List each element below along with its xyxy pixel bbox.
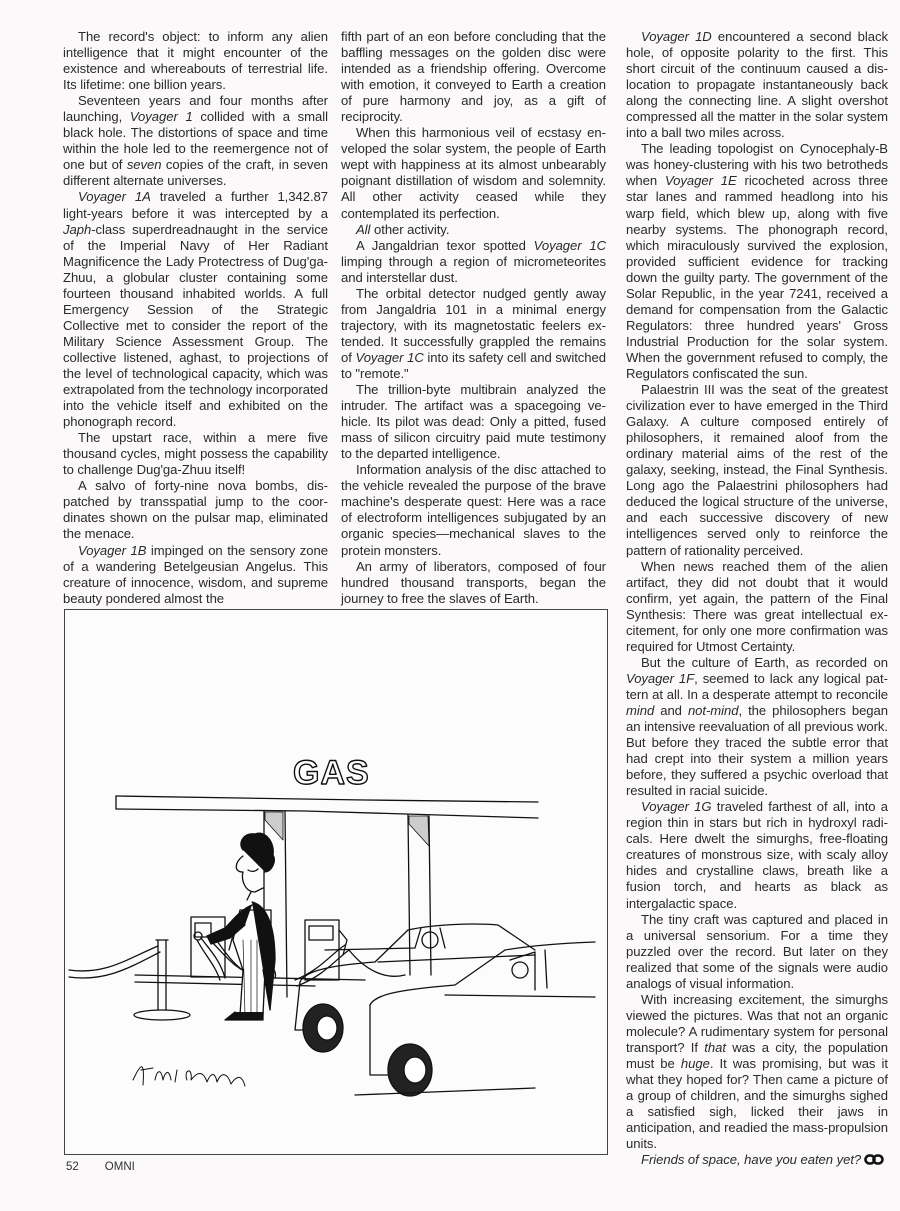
italic-run: mind [626,702,655,718]
text-run: impinged on the sensory zone of a wandering Betelgeusian Angelus. This creature of innocence, wisdom, and supreme beauty pondered almost the [63,542,328,606]
text-run: ricocheted across three star lanes and rammed headlong into his warp field, which blew up, along with five nearby systems. The phonograph record, which miraculously survived the explosion, provided sufficient evidence for tracking down the guilty party. The government of the Solar Republic, in the year 7241, received a demand for compensation from the Galactic Regulators: three hundred years' Gross Industrial Production for the solar system. When the government refused to comply, the Regulators confiscated the sun. [626,173,888,381]
stanchion [134,940,190,1020]
article-column-2 [341,29,606,607]
butler-figure [194,833,276,1020]
paragraph [341,238,606,286]
text-run: limping through a region of micrometeorites and interstellar dust. [341,253,606,285]
canopy [116,796,538,997]
text-run: But the culture of Earth, as recorded on [641,654,888,670]
italic-run: Voyager 1F [626,670,695,686]
paragraph [341,125,606,221]
text-run: encountered a second black hole, of opposite polarity to the first. This short circuit of the continuum caused a dislocation to propagate instantaneously back along the connecting line. A slight overshot compressed all the matter in the solar system into a ball two miles across. [626,29,888,141]
text-run: The upstart race, within a mere five thousand cycles, might possess the capability to challenge Dug'ga-Zhuu itself! [63,430,328,478]
paragraph [63,189,328,430]
italic-run: Voyager 1C [355,349,424,365]
text-run: other activity. [370,221,450,237]
paragraph [626,912,888,992]
paragraph [341,382,606,462]
paragraph [63,543,328,607]
cartoon-illustration [64,609,608,1155]
paragraph [626,655,888,799]
text-run: , seemed to lack any logical pattern at all. In a desperate attempt to reconcile [626,670,888,702]
paragraph [63,430,328,478]
text-run: The record's object: to inform any alien intelligence that it might encounter of the existence and whereabouts of terrestrial life. Its lifetime: one billion years. [63,29,328,93]
text-run: fifth part of an eon before concluding that the baffling messages on the golden disc were intended as a friendship offering. Overcome with emotion, it conveyed to Earth a creation of pure harmony and joy, as a gift of reciprocity. [341,29,606,125]
italic-run: Voyager 1B [78,542,147,558]
text-run: -class superdreadnaught in the service of the Imperial Navy of Her Radiant Magnificence the Lady Protectress of Dug'ga-Zhuu, a globular cluster containing some fourteen thousand inhabited worlds. A full Emergency Session of the Strategic Collective met to consider the report of the Military Science Assessment Group. The collective listened, aghast, to projections of the level of technological capacity, which was extrapolated from the technology incorporated into the vehicle itself and exhibited on the phonograph record. [63,221,328,430]
text-run: Palaestrin III was the seat of the greatest civilization ever to have emerged in the Third Galaxy. A culture composed entirely of philosophers, it remained aloof from the ordinary material aims of the rest of the galaxy, seeking, instead, the Final Synthesis. Long ago the Palaestrini philosophers had deduced the logical structure of the universe, and each successive discovery of new intelligences served only to reinforce the pattern of rationality perceived. [626,382,888,558]
text-run: Information analysis of the disc attached to the vehicle revealed the purpose of the brave machine's desperate quest: Here was a race of electroform intelligences subjugated by an organic species—mechanical slaves to the protein monsters. [341,462,606,558]
italic-run: All [356,221,371,237]
text-run: With increasing excitement, the simurghs viewed the pictures. Was that not an organic molecule? A rudimentary system for personal transport? If [626,991,888,1055]
italic-run: Japh [63,221,92,237]
text-run: traveled farthest of all, into a region thin in stars but rich in hydroxyl radicals. Here dwelt the simurghs, free-floating creatures of monstrous size, with scaly alloy hides and crystalline claws, breath like a fusion torch, and hearts as black as intergalactic space. [626,799,889,911]
italic-run: Voyager 1 [129,109,193,125]
italic-run: not-mind [687,702,739,718]
paragraph [626,29,888,141]
italic-run: that [704,1039,726,1055]
text-run: Seventeen years and four months after launching, [63,93,328,125]
paragraph [63,478,328,542]
italic-run: seven [126,157,162,173]
paragraph [626,799,888,911]
paragraph [626,141,888,382]
gas-sign [293,754,370,792]
text-run: The leading topologist on Cynocephaly-B was honey-clustering with his two betrotheds when [626,141,888,189]
article-column-1 [63,29,328,607]
italic-run: Voyager 1C [533,237,606,253]
text-run: The trillion-byte multibrain analyzed the intruder. The artifact was a spacegoing vehicle. Its pilot was dead: Only a pitted, fused mass of silicon circuitry paid mute testimony to the departed intelligence. [341,382,606,462]
text-run: A Jangaldrian texor spotted [356,237,534,253]
text-run: When this harmonious veil of ecstasy enveloped the solar system, the people of Earth wept with happiness at its almost unbearably poignant distillation of wisdom and solemnity. All other activity ceased while they contemplated its perfection. [341,125,606,221]
cars [295,924,595,1096]
article-column-3 [626,29,888,1168]
text-run: was a city, the population must be [626,1039,888,1071]
text-run: The tiny craft was captured and placed in a universal sensorium. For a time they puzzled over the record. But later on they realized that some of the signals were audio analogs of visual information. [626,911,888,991]
text-run: An army of liberators, composed of four hundred thousand transports, began the journey to free the slaves of Earth. [341,558,606,606]
italic-run: Voyager 1A [78,189,151,205]
text-run: , the philosophers began an intensive reevaluation of all previous work. But before they traced the subtle error that had crept into their system a million years before, they suffered a psychic overload that resulted in racial suicide. [626,702,888,799]
paragraph [626,382,888,559]
text-run: copies of the craft, in seven different alternate universes. [63,157,328,189]
omni-end-mark-icon [864,1154,884,1165]
page-number: 52 [66,1161,79,1173]
text-run: The orbital detector nudged gently away from Jangaldria 101 in a minimal energy trajectory, with its magnetostatic feelers extended. It successfully grappled the remains of [341,285,606,365]
page-folio [66,1161,161,1173]
text-run: When news reached them of the alien artifact, they did not doubt that it would confirm, yet again, the pattern of the Final Synthesis: There was great intellectual excitement, for only one more confirmation was required for Utmost Certainty. [626,558,888,654]
publication-name: OMNI [104,1161,135,1173]
italic-run: huge [680,1056,710,1071]
paragraph [626,559,888,655]
text-run: into its safety cell and switched to "remote." [341,349,606,381]
italic-run: Voyager 1G [641,799,712,815]
paragraph [626,1152,888,1168]
paragraph [63,29,328,93]
artist-signature [133,1067,245,1086]
paragraph [626,992,888,1152]
paragraph [341,286,606,382]
paragraph [341,559,606,607]
italic-run: Friends of space, have you eaten yet? [641,1152,862,1168]
text-run: collided with a small black hole. The distortions of space and time within the hole led to the reemergence not of one but of [63,109,328,173]
paragraph [341,462,606,558]
paragraph [63,93,328,189]
text-run: traveled a further 1,342.87 light-years before it was intercepted by a [63,189,329,221]
paragraph [341,29,606,125]
gas-sign-text: GAS [293,754,370,792]
text-run: A salvo of forty-nine nova bombs, dispatched by transspatial jump to the coordinates shown on the pulsar map, eliminated the menace. [63,478,328,542]
italic-run: Voyager 1E [664,173,737,189]
italic-run: Voyager 1D [641,29,712,44]
text-run: and [654,702,688,718]
paragraph [341,222,606,238]
text-run: . It was promising, but was it what they hoped for? Then came a picture of a group of children, and the simurghs sighed a satisfied sigh, licked their jaws in anticipation, and readied the mass-propulsion units. [626,1056,888,1152]
